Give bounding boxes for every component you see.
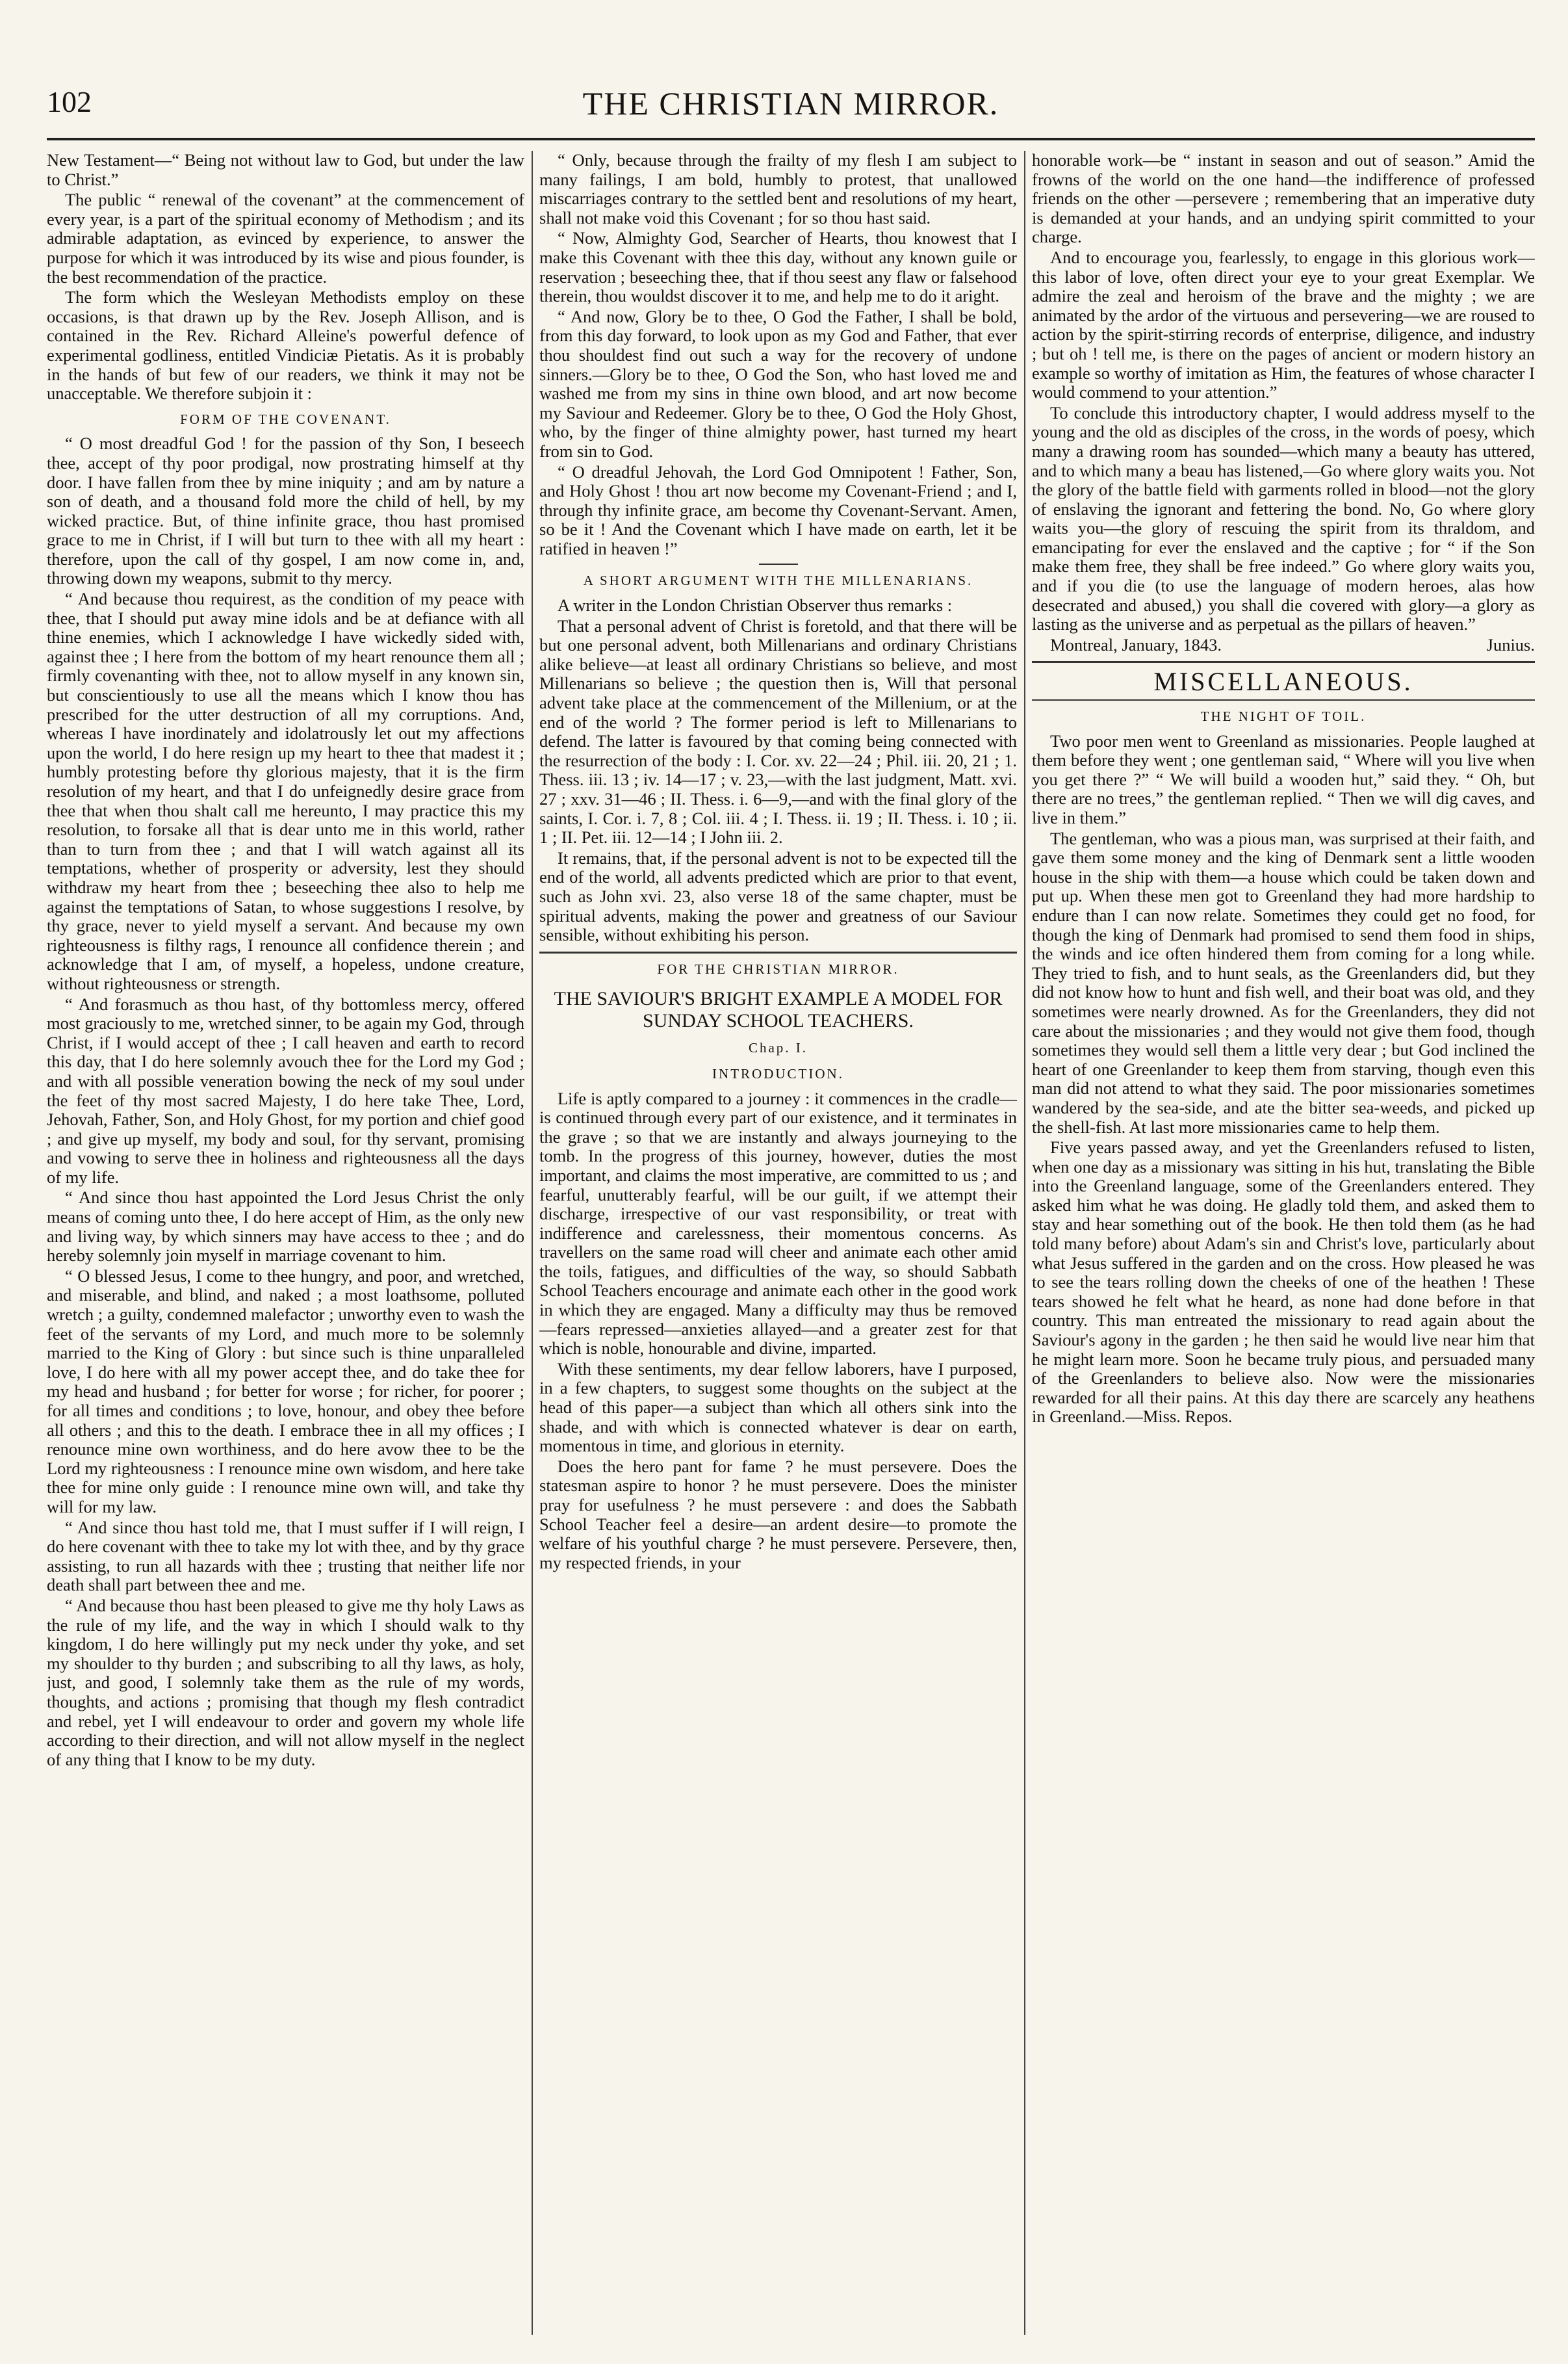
section-rule	[1032, 699, 1535, 701]
paragraph: New Testament—“ Being not without law to God, but under the law to Christ.”	[47, 151, 524, 189]
paragraph: That a personal advent of Christ is foretold, and that there will be but one personal advent, both Millenarians and ordinary Christians alike believe—at least all ordinary Christians so believe, and most Millenarians so believe ; the question then is, Will that personal advent take place at the commencement of the Millenium, or at the end of the world ? The former period is left to Millenarians to defend. The latter is favoured by that coming being connected with the resurrection of the body : I. Cor. xv. 22—24 ; Phil. iii. 20, 21 ; 1. Thess. iii. 13 ; iv. 14—17 ; v. 23,—with the last judgment, Matt. xvi. 27 ; xxv. 31—46 ; II. Thess. i. 6—9,—and with the final glory of the saints, I. Cor. i. 7, 8 ; Col. iii. 4 ; I. Thess. ii. 19 ; II. Thess. i. 10 ; ii. 1 ; II. Pet. iii. 12—14 ; I John iii. 2.	[539, 616, 1017, 848]
paragraph: “ O blessed Jesus, I come to thee hungry, and poor, and wretched, and miserable, and blind, and naked ; a most loathsome, polluted wretch ; a guilty, condemned malefactor ; unworthy even to wash the feet of the servants of my Lord, and much more to be solemnly married to the King of Glory : but since such is thine unparalleled love, I do here with all my power accept thee, and do take thee for my head and husband ; for better for worse ; for richer, for poorer ; for all times and conditions ; to love, honour, and obey thee before all others ; and this to the death. I embrace thee in all my offices ; I renounce mine own worthiness, and do here avow thee to be the Lord my righteousness : I renounce mine own wisdom, and here take thee for mine only guide : I renounce mine own will, and take thy will for my law.	[47, 1266, 524, 1516]
paragraph: Two poor men went to Greenland as missionaries. People laughed at them before they went ; one gentleman said, “ Where will you live when you get there ?” “ We will build a wooden hut,” said they. “ Oh, but there are no trees,” the gentleman replied. “ Then we will dig caves, and live in them.”	[1032, 731, 1535, 827]
page-number: 102	[47, 85, 92, 118]
paragraph: Five years passed away, and yet the Greenlanders refused to listen, when one day as a missionary was sitting in his hut, translating the Bible into the Greenland language, some of the Greenlanders entered. They asked him what he was doing. He gladly told them, and asked them to stay and hear something out of the book. He then told them (as he had told many before) about Adam's sin and Christ's love, particularly about what Jesus suffered in the garden and on the cross. How pleased he was to see the tears rolling down the cheeks of one of the heathen ! These tears showed he felt what he heard, as none had done before in that country. This man entreated the missionary to read again about the Saviour's agony in the garden ; he then said he would live near him that he might learn more. Soon he became truly pious, and persuaded many of the Greenlanders to believe also. Now were the missionaries rewarded for all their pains. At this day there are scarcely any heathens in Greenland.—Miss. Repos.	[1032, 1137, 1535, 1427]
article-title: THE NIGHT OF TOIL.	[1200, 708, 1367, 725]
date-text: Montreal, January, 1843.	[1050, 634, 1222, 655]
paragraph: “ And because thou hast been pleased to give me thy holy Laws as the rule of my life, and the way in which I should walk to thy kingdom, I do here willingly put my neck under thy yoke, and set my shoulder to thy burden ; and subscribing to all thy laws, as holy, just, and good, I solemnly take them as the rule of my words, thoughts, and actions ; promising that though my flesh contradict and rebel, yet I will endeavour to order and govern my whole life according to their direction, and will not allow myself in the neglect of any thing that I know to be my duty.	[47, 1595, 524, 1769]
paragraph: Does the hero pant for fame ? he must persevere. Does the statesman aspire to honor ? he must persevere. Does the minister pray for usefulness ? he must persevere : and does the Sabbath School Teacher feel a desire—an ardent desire—to promote the welfare of his youthful charge ? he must persevere. Persevere, then, my respected friends, in your	[539, 1456, 1017, 1572]
paragraph: “ And since thou hast appointed the Lord Jesus Christ the only means of coming unto thee, I do here accept of Him, as the only new and living way, by which sinners may have access to thee ; and do hereby solemnly join myself in marriage covenant to him.	[47, 1188, 524, 1266]
column-2	[539, 151, 1017, 2335]
paragraph: “ And because thou requirest, as the condition of my peace with thee, that I should put away mine idols and be at defiance with all thine enemies, which I acknowledge I have wickedly sided with, against thee ; I here from the bottom of my heart renounce them all ; firmly covenanting with thee, not to allow myself in any known sin, but conscientiously to use all the means which I know thou has prescribed for the utter destruction of all my corruptions. And, whereas I have inordinately and idolatrously let out my affections upon the world, I do here resign up my heart to thee that madest it ; humbly protesting before thy glorious majesty, that it is the firm resolution of my heart, and that I do unfeignedly desire grace from thee that when thou shalt call me hereunto, I may practice this my resolution, to forsake all that is dear unto me in this world, rather than to turn from thee ; and that I will watch against all its temptations, whether of prosperity or adversity, lest they should withdraw my heart from thee ; beseeching thee also to help me against the temptations of Satan, to whose suggestions I resolve, by thy grace, never to yield myself a servant. And because my own righteousness is filthy rags, I renounce all confidence therein ; and acknowledge that I am, of myself, a hopeless, undone creature, without righteousness or strength.	[47, 589, 524, 993]
column-divider	[532, 151, 533, 2335]
paragraph: It remains, that, if the personal advent is not to be expected till the end of the world, all advents predicted which are prior to that event, such as John xvi. 23, also verse 18 of the same chapter, must be spiritual advents, making the power and greatness of our Saviour sensible, without exhibiting his person.	[539, 848, 1017, 945]
paragraph: The public “ renewal of the covenant” at the commencement of every year, is a part of the spiritual economy of Methodism ; and its admirable adaptation, as evinced by experience, to answer the purpose for which it was introduced by its wise and pious founder, is the best recommendation of the practice.	[47, 190, 524, 287]
paragraph: A writer in the London Christian Observer thus remarks :	[558, 595, 953, 616]
short-rule	[759, 564, 798, 565]
paragraph: The gentleman, who was a pious man, was surprised at their faith, and gave them some money and the king of Denmark sent a little wooden house in the ship with them—a house which could be taken down and put up. When these men got to Greenland they had more hardship to endure than I can now relate. Sometimes they could get no food, for though the king of Denmark had promised to send them food in ships, the winds and ice often hindered them from coming for a long while. They tried to fish, and to hunt seals, as the Greenlanders did, but they did not know how to hunt and fish well, and their boat was old, and they sometimes were nearly drowned. As for the Greenlanders, they did not care about the missionaries ; and they would not give them food, though sometimes they would sell them a little very dear ; but God inclined the heart of one Greenlander to keep them from starving, though even this man did not attend to what they said. The poor missionaries sometimes wandered by the sea-side, and ate the bitter sea-weeds, and picked up the shell-fish. At last more missionaries came to help them.	[1032, 828, 1535, 1137]
dateline	[1032, 636, 1535, 655]
signature: Junius.	[1486, 634, 1535, 655]
section-heading: A SHORT ARGUMENT WITH THE MILLENARIANS.	[583, 573, 973, 589]
section-title: MISCELLANEOUS.	[1153, 667, 1413, 697]
paragraph: With these sentiments, my dear fellow laborers, have I purposed, in a few chapters, to suggest some thoughts on the subject at the head of this paper—a subject than which all others sink into the shade, and with which is connected whatever is dear on earth, momentous in time, and glorious in eternity.	[539, 1358, 1017, 1456]
section-rule	[1032, 661, 1535, 663]
page-header	[47, 84, 1535, 130]
column-3	[1032, 151, 1535, 2335]
paragraph: “ And since thou hast told me, that I must suffer if I will reign, I do here covenant with thee to take my lot with thee, and by thy grace assisting, to run all hazards with thee ; trusting that neither life nor death shall part between thee and me.	[47, 1517, 524, 1595]
subheading: INTRODUCTION.	[712, 1065, 844, 1082]
paragraph: And to encourage you, fearlessly, to engage in this glorious work—this labor of love, often direct your eye to your great Exemplar. We admire the zeal and heroism of the brave and the mighty ; we are animated by the ardor of the virtuous and persevering—we are roused to action by the spirit-stirring records of enterprise, diligence, and industry ; but oh ! tell me, is there on the pages of ancient or modern history an example so worthy of imitation as Him, the features of whose character I would commend to your attention.”	[1032, 247, 1535, 402]
masthead-title: THE CHRISTIAN MIRROR.	[582, 85, 999, 122]
column-1	[47, 151, 524, 2335]
paragraph: To conclude this introductory chapter, I would address myself to the young and the old as disciples of the cross, in the words of poesy, which many a drawing room has sounded—which many a beauty has uttered, and to which many a beau has listened,—Go where glory waits you. Not the glory of the battle field with garments rolled in blood—not the glory of enslaving the ignorant and fettering the bond. No, Go where glory waits you—the glory of rescuing the spirit from its thraldom, and emancipating for ever the enslaved and the captive ; for “ if the Son make them free, they shall be free indeed.” Go where glory waits you, and if you die (to use the language of modern heroes, alas how desecrated and abused,) you shall die covered with glory—a glory as lasting as the universe and as perpetual as the pillars of heaven.”	[1032, 402, 1535, 634]
paragraph: “ O most dreadful God ! for the passion of thy Son, I beseech thee, accept of thy poor prodigal, now prostrating himself at thy door. I have fallen from thee by mine iniquity ; and am by nature a son of death, and a thousand fold more the child of hell, by my wicked practice. But, of thine infinite grace, thou hast promised grace to me in Christ, if I will but turn to thee with all my heart : therefore, upon the call of thy gospel, I am now come in, and, throwing down my weapons, submit to thy mercy.	[47, 434, 524, 588]
paragraph: “ And forasmuch as thou hast, of thy bottomless mercy, offered most graciously to me, wretched sinner, to be again my God, through Christ, if I would accept of thee ; I call heaven and earth to record this day, that I do here solemnly avouch thee for the Lord my God ; and with all possible veneration bowing the neck of my soul under the feet of thy most sacred Majesty, I do here take Thee, Lord, Jehovah, Father, Son, and Holy Ghost, for my portion and chief good ; and give up myself, my body and soul, for thy servant, promising and vowing to serve thee in holiness and righteousness all the days of my life.	[47, 994, 524, 1187]
paragraph: honorable work—be “ instant in season and out of season.” Amid the frowns of the world on the one hand—the indifference of professed friends on the other —persevere ; remembering that an imperative duty is demanded at your hands, and an undying spirit committed to your charge.	[1032, 151, 1535, 247]
paragraph: “ Only, because through the frailty of my flesh I am subject to many failings, I am bold, humbly to protest, that unallowed miscarriages contrary to the settled bent and resolutions of my heart, shall not make void this Covenant ; for so thou hast said.	[539, 151, 1017, 227]
section-rule	[539, 952, 1017, 954]
header-rule	[47, 138, 1535, 140]
paragraph: The form which the Wesleyan Methodists employ on these occasions, is that drawn up by the Rev. Joseph Allison, and is contained in the Rev. Richard Alleine's powerful defence of experimental godliness, entitled Vindiciæ Pietatis. As it is probably in the hands of but few of our readers, we think it may not be unacceptable. We therefore subjoin it :	[47, 287, 524, 404]
paragraph: “ Now, Almighty God, Searcher of Hearts, thou knowest that I make this Covenant with thee this day, without any known guile or reservation ; beseeching thee, that if thou seest any flaw or falsehood therein, thou wouldst discover it to me, and help me to do it aright.	[539, 228, 1017, 306]
paragraph: Life is aptly compared to a journey : it commences in the cradle—is continued through every part of our existence, and it terminates in the grave ; so that we are instantly and always journeying to the tomb. In the progress of this journey, however, duties the most important, and claims the most imperative, are committed to us ; and fearful, unutterably fearful, will be our guilt, if we attempt their discharge, irrespective of our vast responsibility, or treat with indifference and carelessness, their momentous concerns. As travellers on the same road will cheer and animate each other amid the toils, fatigues, and difficulties of the way, so should Sabbath School Teachers encourage and animate each other in the good work in which they are engaged. Many a difficulty may thus be removed—fears repressed—anxieties allayed—and a greater zest for that which is noble, honourable and divine, imparted.	[539, 1088, 1017, 1358]
paragraph: “ O dreadful Jehovah, the Lord God Omnipotent ! Father, Son, and Holy Ghost ! thou art now become my Covenant-Friend ; and I, through thy infinite grace, am become thy Covenant-Servant. Amen, so be it ! And the Covenant which I have made on earth, let it be ratified in heaven !”	[539, 461, 1017, 558]
section-heading: FORM OF THE COVENANT.	[180, 411, 391, 427]
byline-heading: FOR THE CHRISTIAN MIRROR.	[657, 961, 899, 977]
chapter-label: Chap. I.	[748, 1040, 808, 1056]
article-title: THE SAVIOUR'S BRIGHT EXAMPLE A MODEL FOR SUNDAY SCHOOL TEACHERS.	[554, 988, 1003, 1032]
column-divider	[1024, 151, 1025, 2335]
paragraph: “ And now, Glory be to thee, O God the Father, I shall be bold, from this day forward, to look upon as my God and Father, that ever thou shouldest find out such a way for the recovery of undone sinners.—Glory be to thee, O God the Son, who hast loved me and washed me from my sins in thine own blood, and art now become my Saviour and Redeemer. Glory be to thee, O God the Holy Ghost, who, by the finger of thine almighty power, hast turned my heart from sin to God.	[539, 306, 1017, 461]
